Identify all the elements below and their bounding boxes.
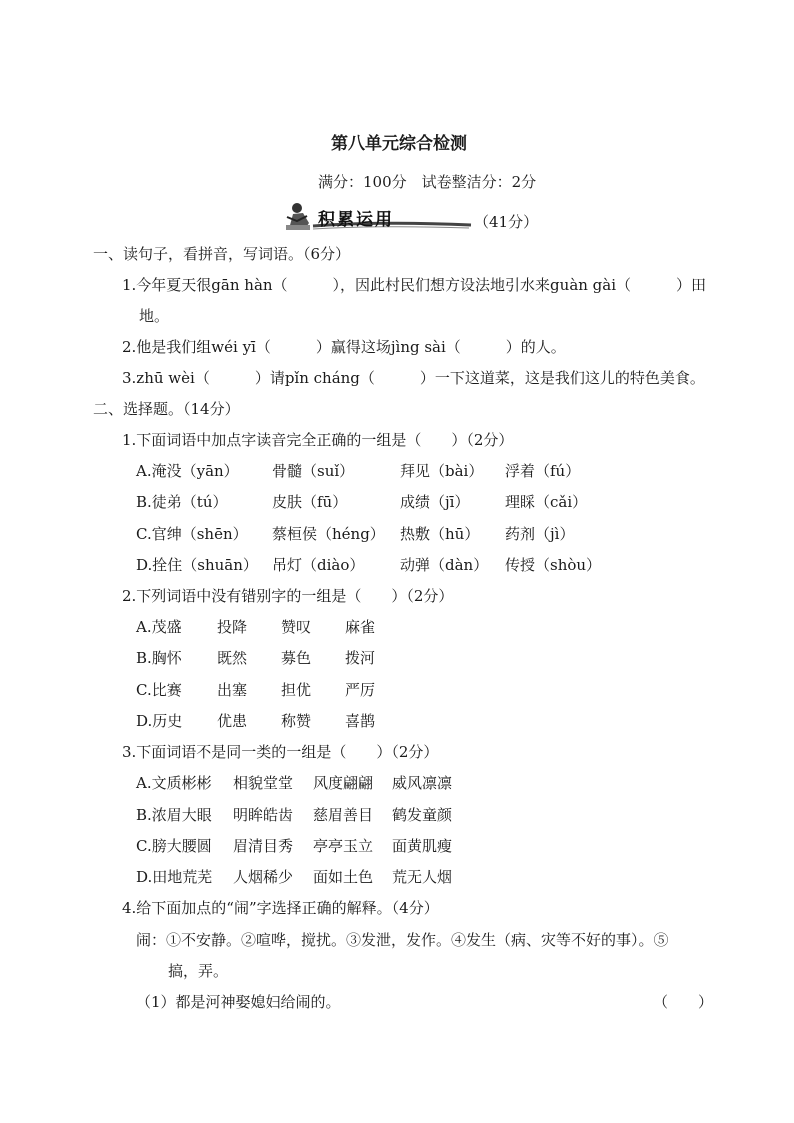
option-c-col1: C.比赛 [136, 681, 182, 699]
option-b-col1: B.徒弟（tú） [136, 493, 228, 511]
option-d-col4: 喜鹊 [345, 712, 376, 730]
option-a-col1: A.文质彬彬 [136, 774, 212, 792]
option-b-col1: B.浓眉大眼 [136, 806, 212, 824]
q2-sub1-stem: 1.下面词语中加点字读音完全正确的一组是（ ）（2分） [122, 431, 514, 449]
q1-line-2: 2.他是我们组wéi yī（ ）赢得这场jìng sài（ ）的人。 [122, 338, 566, 356]
option-d-col2: 吊灯（diào） [272, 556, 365, 574]
option-c-col1: C.官绅（shēn） [136, 525, 248, 543]
option-b-col4: 理睬（cǎi） [505, 493, 588, 511]
score-line: 满分：100分 试卷整洁分：2分 [318, 173, 537, 191]
option-a-col3: 风度翩翩 [313, 774, 374, 792]
option-a-col4: 威风凛凛 [392, 774, 453, 792]
option-b-col3: 慈眉善目 [313, 806, 374, 824]
option-b-col2: 明眸皓齿 [233, 806, 294, 824]
option-c-col3: 热敷（hū） [400, 525, 480, 543]
option-b-col1: B.胸怀 [136, 649, 182, 667]
q2-sub4-item-1: （1）都是河神娶媳妇给闹的。 [136, 993, 341, 1011]
option-c-col3: 亭亭玉立 [313, 837, 374, 855]
option-d-col3: 称赞 [281, 712, 312, 730]
option-d-col1: D.拴住（shuān） [136, 556, 258, 574]
q2-sub2-stem: 2.下列词语中没有错别字的一组是（ ）（2分） [122, 587, 454, 605]
option-d-col4: 传授（shòu） [505, 556, 602, 574]
section-title: 积累运用 [318, 210, 394, 230]
option-c-col1: C.膀大腰圆 [136, 837, 212, 855]
q1-line-3: 3.zhū wèi（ ）请pǐn cháng（ ）一下这道菜，这是我们这儿的特色美食。 [122, 369, 705, 387]
option-d-col3: 面如土色 [313, 868, 374, 886]
option-c-col4: 药剂（jì） [505, 525, 575, 543]
option-d-col1: D.田地荒芜 [136, 868, 213, 886]
option-a-col2: 骨髓（suǐ） [272, 462, 355, 480]
section-score: （41分） [474, 213, 539, 231]
option-d-col4: 荒无人烟 [392, 868, 453, 886]
q1-line-1: 1.今年夏天很gān hàn（ ），因此村民们想方设法地引水来guàn gài（ ）田 [122, 276, 707, 294]
q2-heading: 二、选择题。（14分） [93, 400, 240, 418]
option-d-col2: 人烟稀少 [233, 868, 294, 886]
option-b-col4: 拨河 [345, 649, 376, 667]
option-a-col3: 赞叹 [281, 618, 312, 636]
option-a-col2: 相貌堂堂 [233, 774, 294, 792]
option-c-col2: 眉清目秀 [233, 837, 294, 855]
q2-sub4-definition-cont: 搞，弄。 [168, 962, 229, 980]
option-b-col3: 募色 [281, 649, 312, 667]
option-d-col1: D.历史 [136, 712, 183, 730]
option-a-col3: 拜见（bài） [400, 462, 484, 480]
page-title: 第八单元综合检测 [331, 134, 467, 154]
option-c-col2: 出塞 [217, 681, 248, 699]
q2-sub4-stem: 4.给下面加点的“闹”字选择正确的解释。（4分） [122, 899, 439, 917]
option-d-col2: 优患 [217, 712, 248, 730]
option-d-col3: 动弹（dàn） [400, 556, 489, 574]
q1-heading: 一、读句子，看拼音，写词语。（6分） [93, 245, 351, 263]
option-c-col4: 严厉 [345, 681, 376, 699]
option-a-col1: A.茂盛 [136, 618, 182, 636]
option-b-col2: 既然 [217, 649, 248, 667]
reading-figure-icon [286, 203, 310, 230]
q2-sub4-definition: 闹：①不安静。②喧哗，搅扰。③发泄，发作。④发生（病、灾等不好的事）。⑤ [136, 931, 669, 949]
option-b-col4: 鹤发童颜 [392, 806, 453, 824]
option-c-col4: 面黄肌瘦 [392, 837, 453, 855]
option-c-col2: 蔡桓侯（héng） [272, 525, 385, 543]
option-c-col3: 担优 [281, 681, 312, 699]
q2-sub4-item-1-answer-blank[interactable]: （ ） [653, 993, 714, 1011]
option-a-col2: 投降 [217, 618, 248, 636]
q1-line-1-cont: 地。 [139, 307, 170, 325]
option-b-col3: 成绩（jī） [400, 493, 470, 511]
q2-sub3-stem: 3.下面词语不是同一类的一组是（ ）（2分） [122, 743, 439, 761]
option-a-col4: 浮着（fú） [505, 462, 581, 480]
option-a-col4: 麻雀 [345, 618, 376, 636]
option-a-col1: A.淹没（yān） [136, 462, 239, 480]
option-b-col2: 皮肤（fū） [272, 493, 348, 511]
